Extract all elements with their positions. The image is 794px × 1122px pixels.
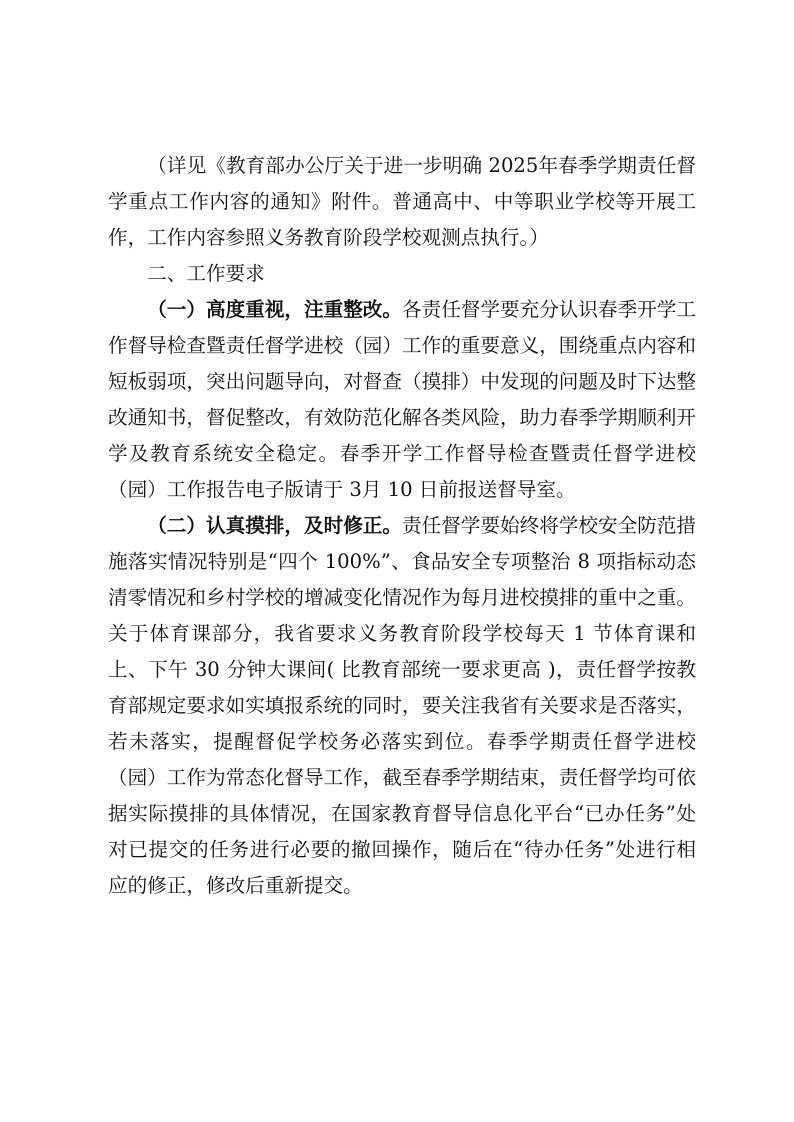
item-2-text: 责任督学要始终将学校安全防范措施落实情况特别是“四个 100%”、食品安全专项整治 8 项指标动态清零情况和乡村学校的增减变化情况作为每月进校摸排的重中之重。关于体育课部分，我省要求义务教育阶段学校每天 1 节体育课和上、下午 30 分钟大课间( 比教育部统一要求更高 )，责任督学按教育部规定要求如实填报系统的同时，要关注我省有关要求是否落实，若未落实，提醒督促学校务必落实到位。春季学期责任督学进校（园）工作为常态化督导工作，截至春季学期结束，责任督学均可依据实际摸排的具体情况，在国家教育督导信息化平台“已办任务”处对已提交的任务进行必要的撤回操作，随后在“待办任务”处进行相应的修正，修改后重新提交。: [108, 514, 697, 897]
requirement-item-1: [108, 292, 696, 508]
item-2-lead: （二）认真摸排，及时修正。: [147, 514, 402, 537]
section-heading: 二、工作要求: [147, 262, 265, 285]
item-1-lead: （一）高度重视，注重整改。: [147, 298, 402, 321]
requirement-item-2: [108, 508, 696, 904]
intro-paragraph: （详见《教育部办公厅关于进一步明确 2025年春季学期责任督学重点工作内容的通知》附件。普通高中、中等职业学校等开展工作，工作内容参照义务教育阶段学校观测点执行。）: [108, 154, 696, 249]
item-1-text: 各责任督学要充分认识春季开学工作督导检查暨责任督学进校（园）工作的重要意义，围绕重点内容和短板弱项，突出问题导向，对督查（摸排）中发现的问题及时下达整改通知书，督促整改，有效防范化解各类风险，助力春季学期顺利开学及教育系统安全稳定。春季开学工作督导检查暨责任督学进校（园）工作报告电子版请于 3月 10 日前报送督导室。: [108, 298, 697, 501]
document-page: [108, 148, 696, 904]
